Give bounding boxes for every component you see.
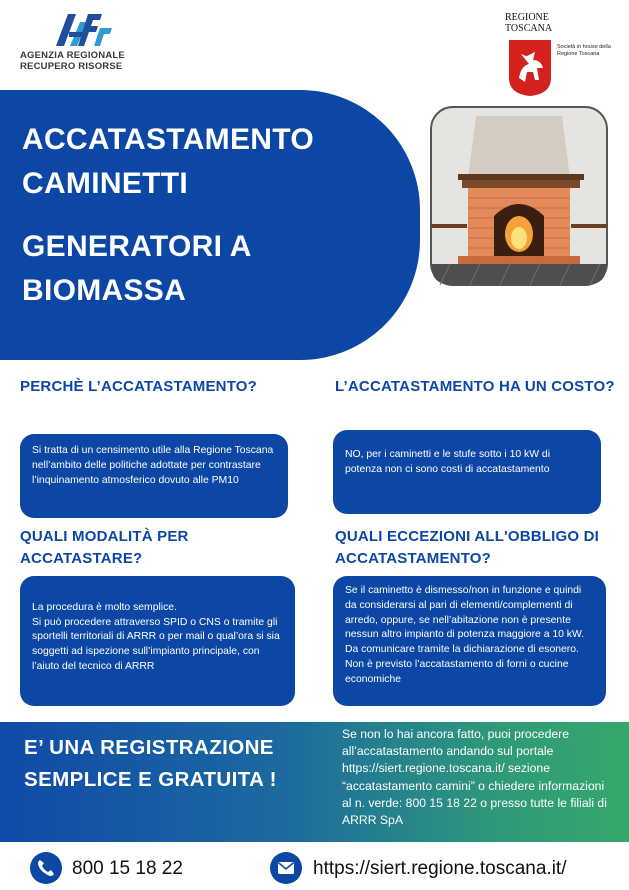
- card-perche-text: Si tratta di un censimento utile alla Regione Toscana nell’ambito delle politiche adottate per contrastare l’inquinamento atmosferico dovuto alle PM10: [32, 445, 274, 486]
- heading-modalita: QUALI MODALITÀ PER ACCATASTARE?: [20, 528, 189, 567]
- hero-banner: [0, 90, 420, 360]
- card-eccezioni-text: Se il caminetto è dismesso/non in funzione e quindi da considerarsi al pari di elementi/complementi di arredo, oppure, se nell’abitazione non è presente nessun altro impianto di potenza maggiore a 10 kW. Da comunicare tramite la dichiarazione di esonero. Non è previsto l’accatastamento di forni o cucine economiche: [345, 585, 585, 685]
- heading-costo: L’ACCATASTAMENTO HA UN COSTO?: [335, 378, 615, 395]
- heading-perche: PERCHÈ L’ACCATASTAMENTO?: [20, 378, 258, 395]
- card-costo: [333, 430, 601, 514]
- fireplace-illustration: [430, 106, 608, 286]
- band-text: Se non lo hai ancora fatto, puoi procedere all’accatastamento andando sul portale https://siert.regione.toscana.it/ sezione “accatastamento camini” o chiedere informazioni al n. verde: 800 15 18 22 o presso tutte le filiali di ARRR SpA: [342, 727, 607, 828]
- card-perche: [20, 434, 288, 518]
- hero-title-generatori: GENERATORI A BIOMASSA: [22, 230, 251, 307]
- regione-toscana-logo: [505, 10, 615, 90]
- regione-caption: Società in house della Regione Toscana: [557, 44, 611, 57]
- mail-icon: [270, 852, 302, 884]
- arrr-line-1: AGENZIA REGIONALE: [20, 50, 125, 61]
- footer-url[interactable]: https://siert.regione.toscana.it/: [313, 858, 567, 879]
- arrr-logo-text: [20, 50, 150, 72]
- registration-band: [0, 722, 629, 842]
- card-costo-text: NO, per i caminetti e le stufe sotto i 10 kW di potenza non ci sono costi di accatastamento: [345, 449, 551, 475]
- card-modalita-text: La procedura è molto semplice. Si può procedere attraverso SPID o CNS o tramite gli sportelli territoriali di ARRR o per mail o qual’ora si sia soggetti ad ispezione sull’impianto principale, con l’aiuto del tecnico di ARRR: [32, 601, 280, 672]
- contact-footer: [0, 842, 629, 890]
- arrr-line-2: RECUPERO RISORSE: [20, 61, 123, 72]
- band-title: E’ UNA REGISTRAZIONE SEMPLICE E GRATUITA !: [24, 736, 277, 791]
- regione-line-1: REGIONE: [505, 12, 549, 23]
- heading-eccezioni: QUALI ECCEZIONI ALL'OBBLIGO DI ACCATASTAMENTO?: [335, 528, 600, 567]
- arrr-logo-mark: [50, 10, 125, 50]
- card-eccezioni: [333, 576, 606, 706]
- hero-title-accatastamento: ACCATASTAMENTO CAMINETTI: [22, 123, 314, 200]
- regione-line-2: TOSCANA: [505, 23, 553, 34]
- footer-phone[interactable]: 800 15 18 22: [72, 858, 183, 879]
- pegasus-shield-icon: [507, 38, 553, 98]
- card-modalita: [20, 576, 295, 706]
- arrr-logo: [20, 10, 150, 75]
- regione-toscana-title: [505, 12, 565, 34]
- phone-icon: [30, 852, 62, 884]
